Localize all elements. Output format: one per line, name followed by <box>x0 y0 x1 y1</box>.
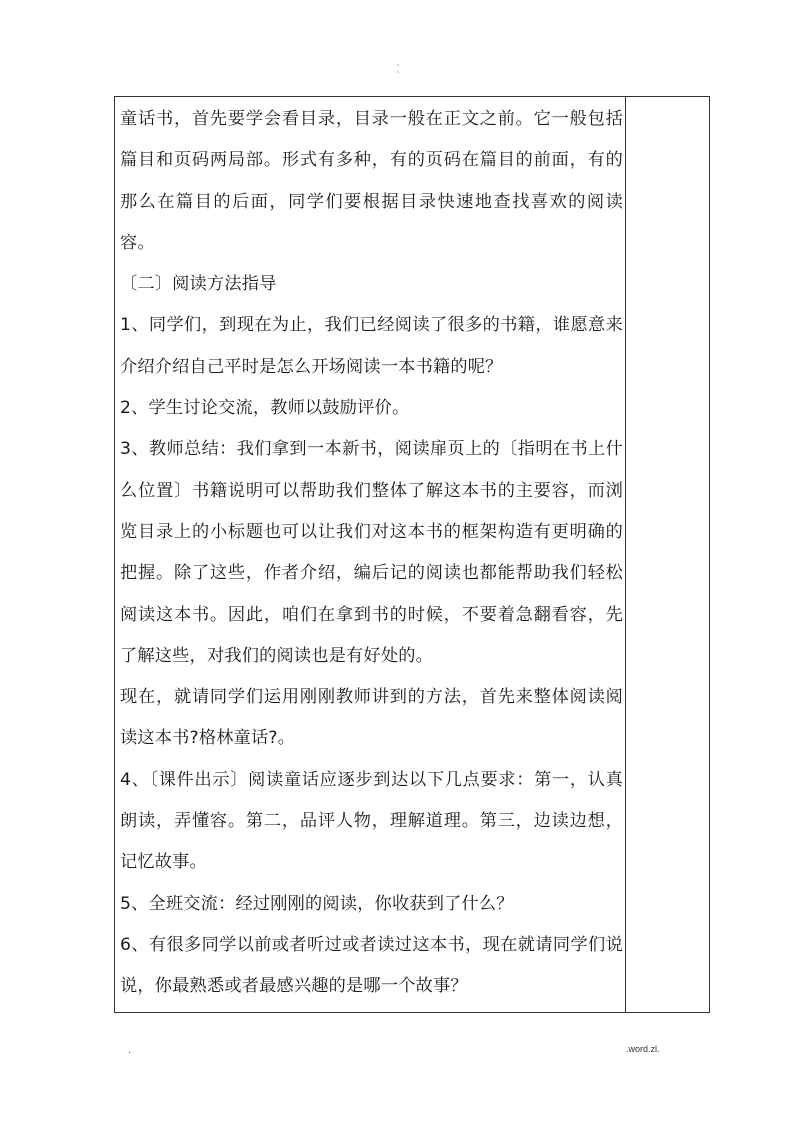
lesson-table <box>114 96 710 1013</box>
header-mark <box>392 62 404 76</box>
paragraph-apply-method: 现在，就请同学们运用刚刚教师讲到的方法，首先来整体阅读阅读这本书?格林童话?。 <box>120 687 623 749</box>
paragraph-step-6: 6、有很多同学以前或者听过或者读过这本书，现在就请同学们说说，你最熟悉或者最感兴趣的是哪一个故事？ <box>120 934 623 997</box>
paragraph-directory-intro: 童话书，首先要学会看目录，目录一般在正文之前。它一般包括篇目和页码两局部。形式有多种，有的页码在篇目的前面，有的那么在篇目的后面，同学们要根据目录快速地查找喜欢的阅读容。 <box>120 109 623 253</box>
paragraph-step-5: 5、全班交流：经过刚刚的阅读，你收获到了什么？ <box>120 893 514 914</box>
footer-right-mark: .word.zl. <box>626 1044 660 1054</box>
column-divider <box>625 97 626 1012</box>
paragraph-step-2: 2、学生讨论交流，教师以鼓励评价。 <box>120 398 410 419</box>
paragraph-step-3: 3、教师总结：我们拿到一本新书，阅读扉页上的〔指明在书上什么位置〕书籍说明可以帮助我们整体了解这本书的主要容，而浏览目录上的小标题也可以让我们对这本书的框架构造有更明确的把握。除了这些，作者介绍，编后记的阅读也都能帮助我们轻松阅读这本书。因此，咱们在拿到书的时候，不要着急翻看容，先了解这些，对我们的阅读也是有好处的。 <box>120 439 623 666</box>
paragraph-step-4: 4、〔课件出示〕阅读童话应逐步到达以下几点要求：第一，认真朗读，弄懂容。第二，品评人物，理解道理。第三，边读边想，记忆故事。 <box>120 769 623 873</box>
section-heading-reading-method: 〔二〕阅读方法指导 <box>120 274 277 295</box>
header-dot: · <box>396 68 400 77</box>
header-dot: · <box>396 61 400 70</box>
lesson-content-cell <box>120 99 623 1008</box>
footer-left-mark: . <box>128 1046 131 1056</box>
paragraph-step-1: 1、同学们，到现在为止，我们已经阅读了很多的书籍，谁愿意来介绍介绍自己平时是怎么开场阅读一本书籍的呢？ <box>120 315 623 377</box>
